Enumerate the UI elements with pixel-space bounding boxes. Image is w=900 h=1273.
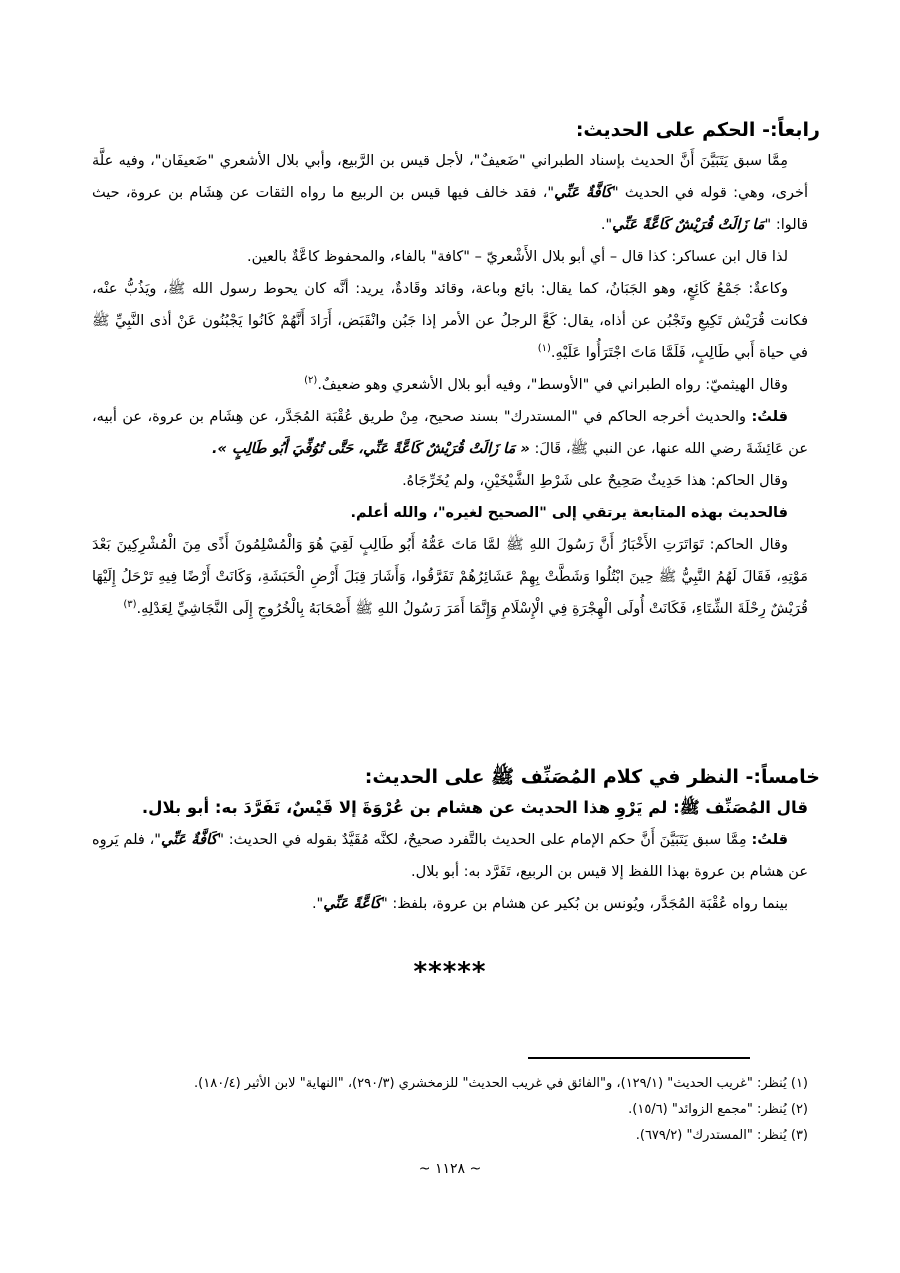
footnote-ref-3: (٣) (123, 599, 137, 611)
section-heading-author-review: خامساً:- النظر في كلام المُصَنِّف ﷺ على الحديث: (364, 766, 820, 788)
paragraph-hakim-grading: وقال الحاكم: هذا حَدِيثٌ صَحِيحٌ على شَرْطِ الشَّيْخَيْنِ، ولم يُخَرِّجَاهُ. (402, 473, 788, 489)
footnotes (92, 1071, 808, 1149)
paragraph-other-narrators: بينما رواه عُقْبَة المُجَدَّر، ويُونس بن بُكير عن هشام بن عروة، بلفظ: "كَاعَّةً عَنِّي". (311, 896, 788, 912)
footnote-divider (528, 1057, 750, 1059)
footnote-ref-2: (٢) (304, 375, 318, 387)
footnote-ref-1: (١) (537, 343, 551, 355)
section-separator: ***** (413, 957, 487, 987)
footnote-1: (١) يُنظر: "غريب الحديث" (١٢٩/١)، و"الفائق في غريب الحديث" للزمخشري (٢٩٠/٣)، "النهاية" لابن الأثير (١٨٠/٤). (194, 1076, 808, 1091)
paragraph-hakim-hijra: وقال الحاكم: تَوَاتَرَتِ الأَخْبَارُ أَنَّ رَسُولَ اللهِ ﷺ لمَّا مَاتَ عَمُّهُ أَبُو طَالِبٍ لَقِيَ هُوَ وَالْمُسْلِمُونَ أَذًى مِنَ الْمُشْرِكِينَ بَعْدَ مَوْتِهِ، فَقَالَ لَهُمُ النَّبِيُّ ﷺ حِينَ ابْتُلُوا وَشَطَّتْ بِهِمْ عَشَائِرُهُمْ تَفَرَّقُوا، وَأَشَارَ قِبَلَ أَرْضِ الْحَبَشَةِ، وَكَانَتْ أَرْضًا فِيهِ تَرْحَلُ إِلَيْهَا قُرَيْشٌ رِحْلَةَ الشِّتَاءِ، فَكَانَتْ أُولَى الْهِجْرَةِ فِي الْإِسْلَامِ وَإِنَّمَا أَمَرَ رَسُولُ اللهِ ﷺ أَصْحَابَهُ بِالْخُرُوجِ إِلَى النَّجَاشِيِّ لِعَدْلِهِ.$^{(٣)}$ (92, 537, 808, 617)
page-number: ~ ١١٢٨ ~ (418, 1161, 482, 1177)
section-ruling-body (92, 145, 808, 625)
paragraph-hakim-narration: قلتُ: والحديث أخرجه الحاكم في "المستدرك" بسند صحيح، مِنْ طريق عُقْبَة المُجَدَّر، عن هِشَام بن عروة، عن أبيه، عن عَائِشَةَ رضي الله عنها، عن النبي ﷺ، قَالَ: « مَا زَالَتْ قُرَيْشٌ كَاعَّةً عَنِّي، حَتَّى تُوُفِّيَ أَبُو طَالِبٍ ». (92, 409, 808, 457)
paragraph-haythami: وقال الهيثميّ: رواه الطبراني في "الأوسط"، وفيه أبو بلال الأشعري وهو ضعيفٌ.$^{(٢)}$ (304, 375, 788, 393)
paragraph-ibn-asakir: لذا قال ابن عساكر: كذا قال – أي أبو بلال الأَشْعريّ – "كافة" بالفاء، والمحفوظ كاعَّةٌ بالعين. (246, 249, 788, 265)
footnote-3: (٣) يُنظر: "المستدرك" (٦٧٩/٢). (635, 1128, 808, 1143)
paragraph-isnad-weakness: مِمَّا سبق يَتَبَيَّنَ أَنَّ الحديث بإسناد الطبراني "ضَعيفٌ"، لأجل قيس بن الرَّبيع، وأبي بلال الأشعري "ضَعيفَان"، وفيه علَّة أخرى، وهي: قوله في الحديث "كَافَّةٌ عَنِّي"، فقد خالف فيها قيس بن الربيع ما رواه الثقات عن هِشَام بن عروة، حيث قالوا: "مَا زَالَتْ قُرَيْشٌ كَاعَّةً عَنِّي". (92, 153, 809, 233)
paragraph-kaah-meaning: وكاعةٌ: جَمْعُ كَائِعٍ، وهو الجَبَانُ، كما يقال: بائع وباعة، وقائد وقَادةٌ، يريد: أنَّه كان يحوط رسول الله ﷺ، ويَذُبُّ عنْه، فكانت قُرَيْش تَكِيعِ وتَجْبُن عن أذاه، يقال: كَعَّ الرجلُ عن الأمر إذا جَبُن وانْقَبَض، أَرَادَ أَنَّهُمْ كَانُوا يَجْبُنُون عَنْ أذى النَّبِيِّ ﷺ في حياة أَبي طَالِبٍ، فَلَمَّا مَاتَ اجْتَرَأُوا عَلَيْهِ.$^{(١)}$ (92, 281, 808, 361)
paragraph-tafarrud: قلتُ: مِمَّا سبق يَتَبَيَّنَ أَنَّ حكم الإمام على الحديث بالتَّفرد صحيحٌ، لكنَّه مُقَيَّدٌ بقوله في الحديث: "كَافَّةٌ عَنِّي"، فلم يَروِه عن هشام بن عروة بهذا اللفظ إلا قيس بن الربيع، تَفَرَّد به: أبو بلال. (92, 832, 808, 880)
section-heading-ruling: رابعاً:- الحكم على الحديث: (575, 119, 820, 141)
author-statement: قال المُصَنِّف ﷺ: لم يَرْوِ هذا الحديث عن هشام بن عُرْوَةَ إلا قَيْسٌ، تَفَرَّدَ به: أبو بلال. (141, 798, 808, 817)
section-author-review-body (92, 792, 808, 920)
footnote-2: (٢) يُنظر: "مجمع الزوائد" (١٥/٦). (628, 1102, 808, 1117)
paragraph-conclusion: فالحديث بهذه المتابعة يرتقي إلى "الصحيح لغيره"، والله أعلم. (350, 505, 788, 521)
